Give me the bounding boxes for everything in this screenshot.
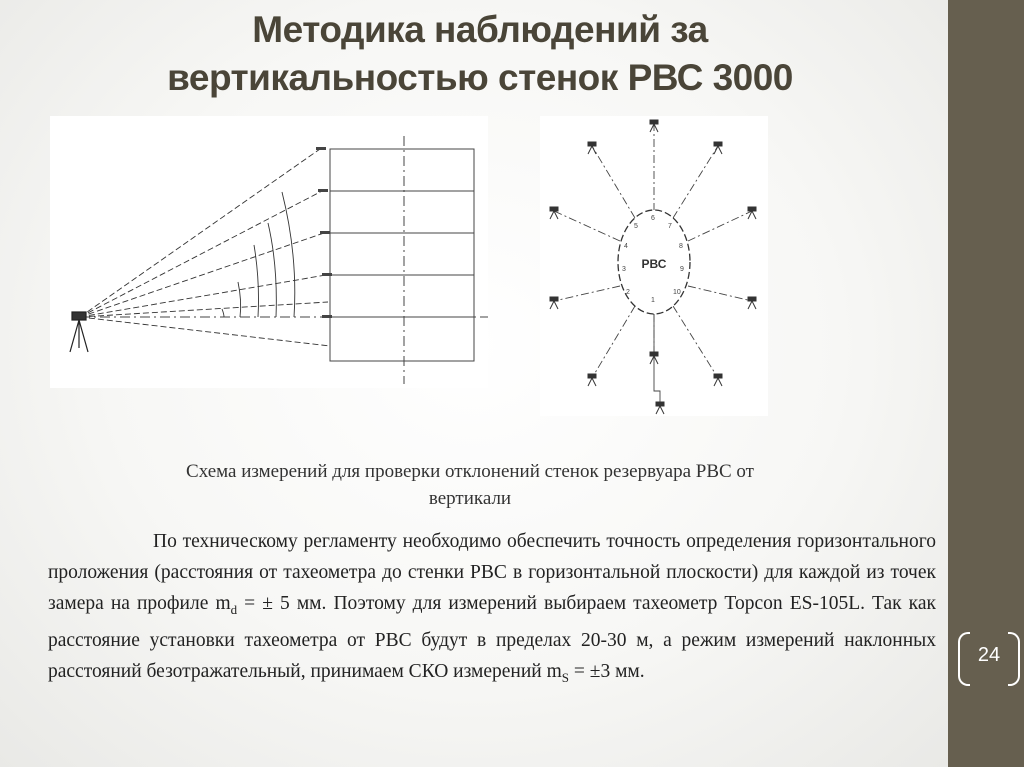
side-view-diagram xyxy=(50,116,488,388)
point-label: 8 xyxy=(679,243,683,250)
caption-line-2: вертикали xyxy=(428,488,512,509)
station-icon xyxy=(588,142,596,154)
point-label: 5 xyxy=(634,223,638,230)
point-label: 1 xyxy=(651,297,655,304)
page-number: 24 xyxy=(977,644,1001,666)
page-number-badge xyxy=(958,632,1020,684)
point-label: 2 xyxy=(626,289,630,296)
station-icon xyxy=(748,207,756,219)
slide-title xyxy=(70,6,890,102)
title-line-2: вертикальностью стенок РВС 3000 xyxy=(167,57,793,98)
tank-label: РВС xyxy=(641,257,667,271)
plan-view-diagram xyxy=(540,116,768,416)
point-label: 7 xyxy=(668,223,672,230)
station-icon xyxy=(550,207,558,219)
station-icon xyxy=(714,142,722,154)
body-text-part: = ±3 мм. xyxy=(569,660,645,682)
point-label: 9 xyxy=(680,266,684,273)
station-icon xyxy=(588,374,596,386)
point-label: 6 xyxy=(651,215,655,222)
title-line-1: Методика наблюдений за xyxy=(252,9,708,50)
body-text-part: По техническому регламенту необходимо обеспечить точность определения горизонтального проложения (расстояния от тахеометра до стенки РВС в горизонтальной плоскости) для каждой из точек замера на профиле m xyxy=(48,531,936,614)
point-label: 4 xyxy=(624,243,628,250)
subscript-s: S xyxy=(561,669,570,685)
caption-line-1: Схема измерений для проверки отклонений стенок резервуара РВС от xyxy=(186,461,754,482)
point-label: 10 xyxy=(673,289,681,296)
body-paragraph xyxy=(48,526,936,693)
point-label: 3 xyxy=(622,266,626,273)
station-icon xyxy=(656,402,664,414)
figure-caption xyxy=(60,458,880,512)
body-text-part: = ± 5 мм. Поэтому для измерений выбираем тахеометр Topcon ES-105L. Так как расстояние установки тахеометра от РВС будут в пределах 20-30 м, а режим измерений наклонных расстояний безотражательный, принимаем СКО измерений m xyxy=(48,593,936,682)
subscript-d: d xyxy=(230,601,238,617)
station-icon xyxy=(550,297,558,309)
station-icon xyxy=(748,297,756,309)
station-icon xyxy=(714,374,722,386)
